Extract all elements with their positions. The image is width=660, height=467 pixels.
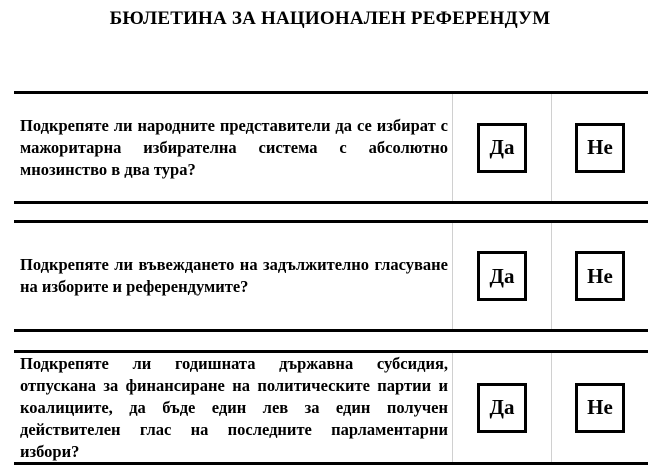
question-row-1 xyxy=(14,91,648,204)
ballot-title: БЮЛЕТИНА ЗА НАЦИОНАЛЕН РЕФЕРЕНДУМ xyxy=(109,8,551,29)
no-checkbox[interactable]: Не xyxy=(575,123,625,173)
question-text-cell xyxy=(14,94,452,201)
yes-cell xyxy=(452,223,551,329)
yes-checkbox[interactable]: Да xyxy=(477,383,527,433)
question-text: Подкрепяте ли годишната държавна субсидия, отпускана за финансиране на политическите партии и коалициите, да бъде един лев за един получен действителен глас на последните парламентарни избори? xyxy=(20,353,448,461)
question-row-2 xyxy=(14,220,648,332)
no-cell xyxy=(551,353,648,462)
yes-checkbox[interactable]: Да xyxy=(477,251,527,301)
question-row-3 xyxy=(14,350,648,465)
no-checkbox[interactable]: Не xyxy=(575,251,625,301)
yes-cell xyxy=(452,353,551,462)
no-cell xyxy=(551,94,648,201)
question-text: Подкрепяте ли народните представители да се избират с мажоритарна избирателна система с абсолютно мнозинство в два тура? xyxy=(20,115,448,179)
question-text-cell xyxy=(14,353,452,462)
yes-checkbox[interactable]: Да xyxy=(477,123,527,173)
question-text-cell xyxy=(14,223,452,329)
no-cell xyxy=(551,223,648,329)
question-text: Подкрепяте ли въвеждането на задължително гласуване на изборите и референдумите? xyxy=(20,255,448,296)
yes-cell xyxy=(452,94,551,201)
no-checkbox[interactable]: Не xyxy=(575,383,625,433)
